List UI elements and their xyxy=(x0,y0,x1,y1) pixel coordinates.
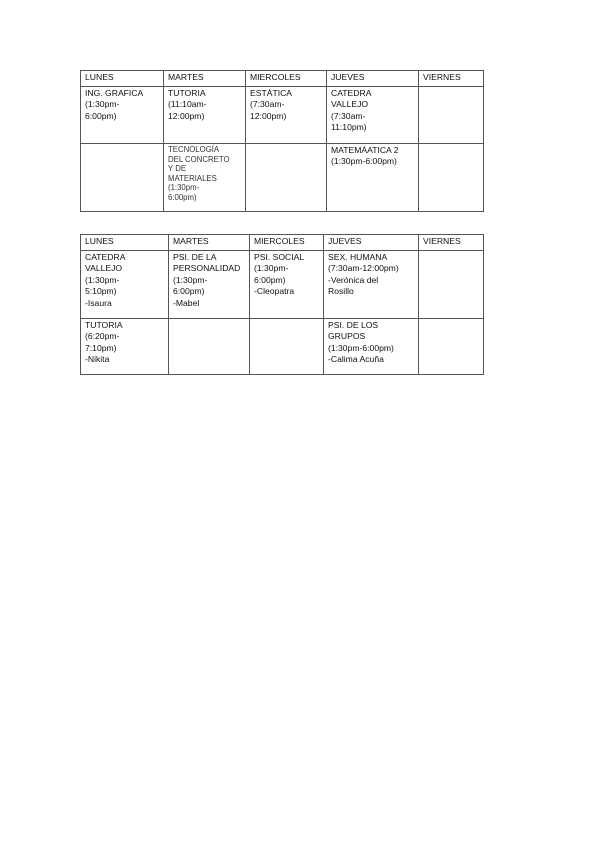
header-cell-martes: MARTES xyxy=(164,71,246,87)
schedule-cell: MATEMÁATICA 2 (1:30pm-6:00pm) xyxy=(327,144,419,212)
schedule-cell: PSI. SOCIAL (1:30pm- 6:00pm) -Cleopatra xyxy=(250,251,324,319)
schedule-cell xyxy=(419,87,484,144)
table-row xyxy=(81,251,484,319)
schedule-cell: TUTORIA (6:20pm- 7:10pm) -Nikita xyxy=(81,319,169,375)
header-cell-martes: MARTES xyxy=(169,235,250,251)
schedule-cell: SEX. HUMANA (7:30am-12:00pm) -Verónica del Rosillo xyxy=(324,251,419,319)
schedule-table-1 xyxy=(80,70,484,212)
header-cell-viernes: VIERNES xyxy=(419,71,484,87)
schedule-table-2 xyxy=(80,234,484,375)
header-cell-jueves: JUEVES xyxy=(327,71,419,87)
header-cell-miercoles: MIERCOLES xyxy=(250,235,324,251)
header-cell-lunes: LUNES xyxy=(81,71,164,87)
table-header-row xyxy=(81,71,484,87)
header-cell-miercoles: MIERCOLES xyxy=(246,71,327,87)
schedule-cell xyxy=(169,319,250,375)
header-cell-viernes: VIERNES xyxy=(419,235,484,251)
schedule-cell: TUTORIA (11:10am- 12:00pm) xyxy=(164,87,246,144)
schedule-cell: TECNOLOGÍA DEL CONCRETO Y DE MATERIALES (1:30pm- 6:00pm) xyxy=(164,144,246,212)
table-row xyxy=(81,319,484,375)
header-cell-jueves: JUEVES xyxy=(324,235,419,251)
header-cell-lunes: LUNES xyxy=(81,235,169,251)
schedule-cell xyxy=(419,319,484,375)
schedule-cell xyxy=(250,319,324,375)
table-row xyxy=(81,87,484,144)
schedule-cell xyxy=(246,144,327,212)
schedule-cell: CATEDRA VALLEJO (1:30pm- 5:10pm) -Isaura xyxy=(81,251,169,319)
table-row xyxy=(81,144,484,212)
schedule-cell xyxy=(419,144,484,212)
schedule-cell xyxy=(81,144,164,212)
schedule-cell: PSI. DE LOS GRUPOS (1:30pm-6:00pm) -Calima Acuña xyxy=(324,319,419,375)
schedule-cell: ESTÁTICA (7:30am- 12:00pm) xyxy=(246,87,327,144)
schedule-cell: ING. GRAFICA (1:30pm- 6:00pm) xyxy=(81,87,164,144)
schedule-cell: CATEDRA VALLEJO (7:30am- 11:10pm) xyxy=(327,87,419,144)
schedule-cell xyxy=(419,251,484,319)
table-header-row xyxy=(81,235,484,251)
schedule-cell: PSI. DE LA PERSONALIDAD (1:30pm- 6:00pm) -Mabel xyxy=(169,251,250,319)
